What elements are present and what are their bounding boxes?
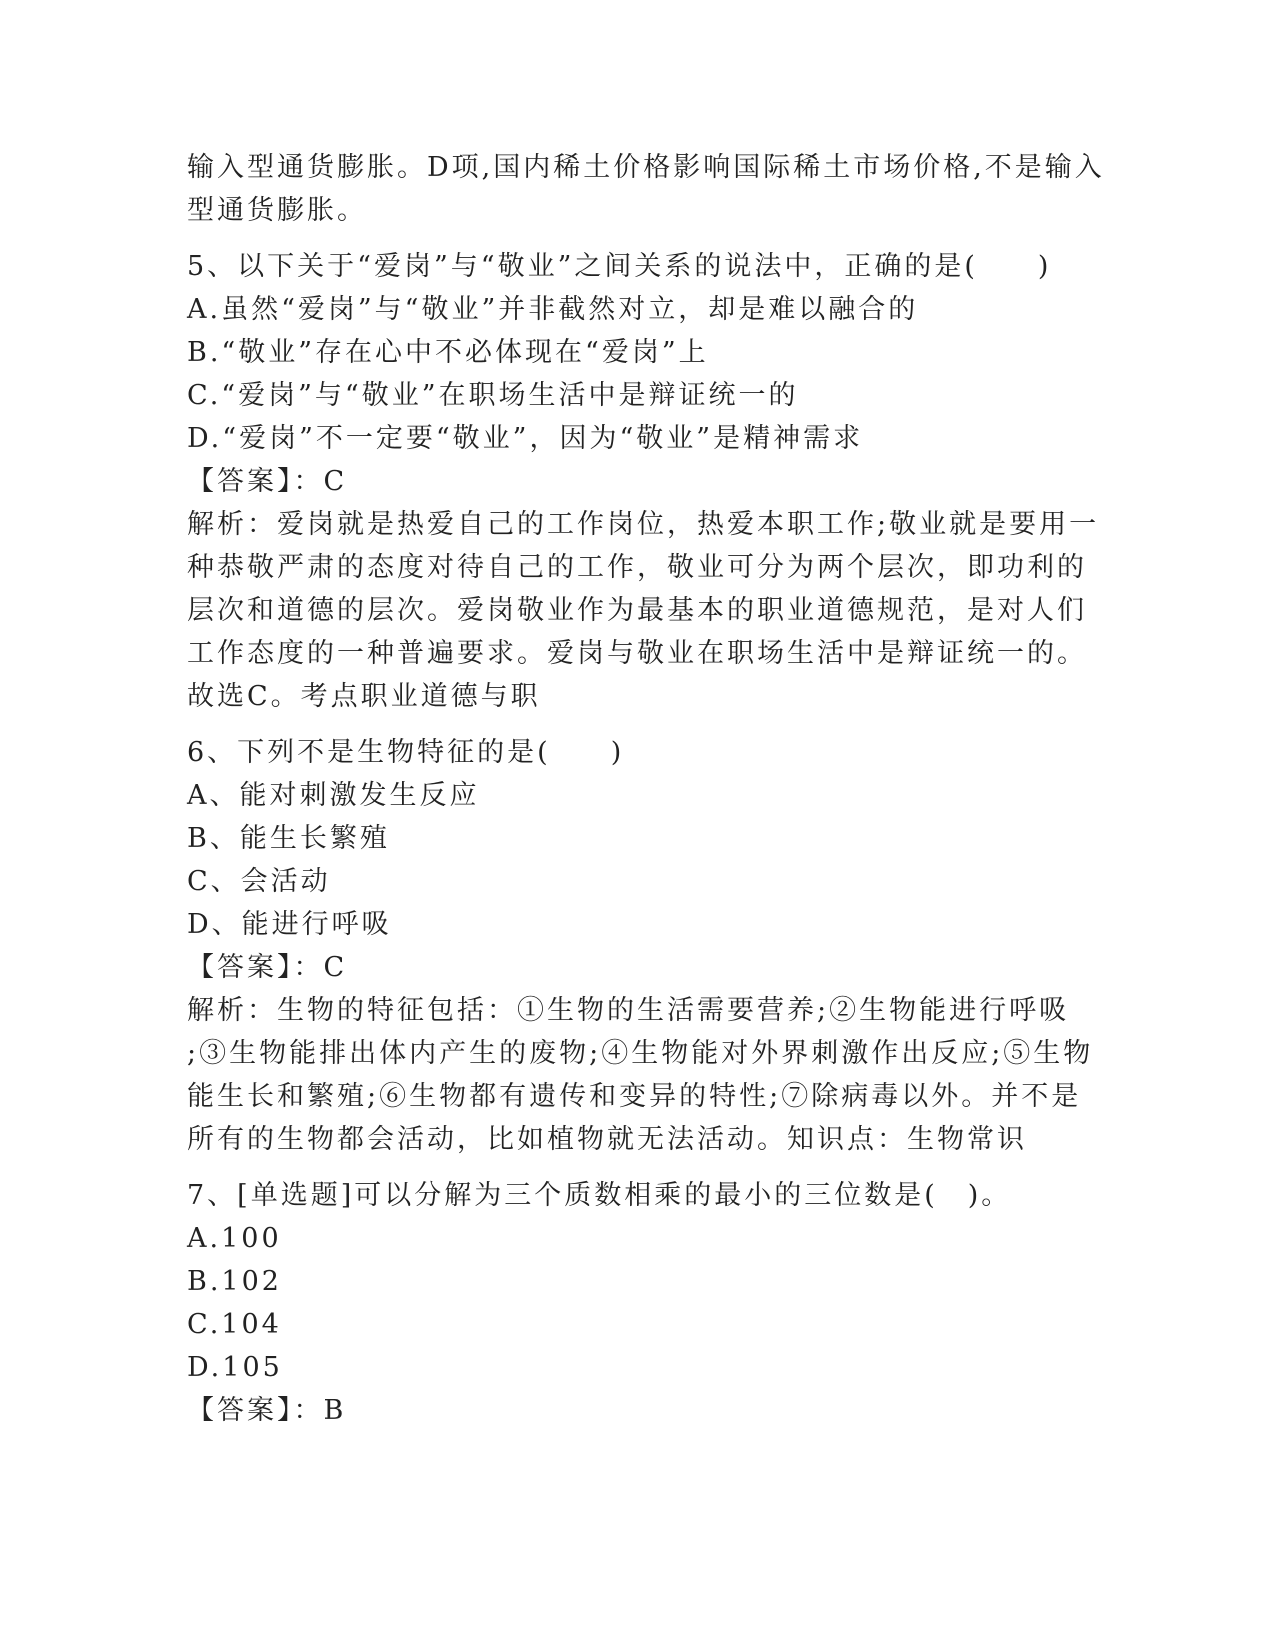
question-6-option-c: C、会活动 (187, 866, 331, 897)
question-6-analysis-line: 所有的生物都会活动，比如植物就无法活动。知识点：生物常识 (187, 1124, 1027, 1155)
question-5-answer: 【答案】：C (187, 466, 348, 497)
question-6-option-d: D、能进行呼吸 (187, 909, 392, 940)
question-5-option-b: B.“敬业”存在心中不必体现在“爱岗”上 (187, 337, 709, 368)
text-line: 输入型通货膨胀。D项,国内稀土价格影响国际稀土市场价格,不是输入 (187, 152, 1105, 183)
question-5-analysis-line: 层次和道德的层次。爱岗敬业作为最基本的职业道德规范，是对人们 (187, 595, 1087, 626)
question-5-option-d: D.“爱岗”不一定要“敬业”，因为“敬业”是精神需求 (187, 423, 864, 454)
question-7-option-c: C.104 (187, 1309, 282, 1340)
question-6-answer: 【答案】：C (187, 952, 348, 983)
question-6-stem: 6、下列不是生物特征的是( ) (187, 737, 625, 768)
question-6-option-a: A、能对刺激发生反应 (187, 780, 480, 811)
question-6-option-b: B、能生长繁殖 (187, 823, 390, 854)
question-6-analysis-line: 能生长和繁殖;⑥生物都有遗传和变异的特性;⑦除病毒以外。并不是 (187, 1081, 1082, 1112)
text-line: 型通货膨胀。 (187, 195, 367, 226)
question-5-option-c: C.“爱岗”与“敬业”在职场生活中是辩证统一的 (187, 380, 799, 411)
question-6-analysis-line: ;③生物能排出体内产生的废物;④生物能对外界刺激作出反应;⑤生物 (187, 1038, 1094, 1069)
carryover-explanation (187, 146, 1105, 232)
question-6 (187, 731, 1094, 1161)
question-7-option-a: A.100 (187, 1223, 282, 1254)
question-7-option-d: D.105 (187, 1352, 283, 1383)
question-5-option-a: A.虽然“爱岗”与“敬业”并非截然对立，却是难以融合的 (187, 294, 919, 325)
question-5-analysis-line: 故选C。考点职业道德与职 (187, 681, 541, 712)
question-7 (187, 1174, 1087, 1432)
document-body (187, 146, 1105, 1432)
question-5-stem: 5、以下关于“爱岗”与“敬业”之间关系的说法中，正确的是( ) (187, 251, 1052, 282)
question-5-analysis-line: 种恭敬严肃的态度对待自己的工作，敬业可分为两个层次，即功利的 (187, 552, 1087, 583)
question-6-analysis-line: 解析：生物的特征包括：①生物的生活需要营养;②生物能进行呼吸 (187, 995, 1070, 1026)
question-5-analysis-line: 解析：爱岗就是热爱自己的工作岗位，热爱本职工作;敬业就是要用一 (187, 509, 1100, 540)
question-5 (187, 245, 1100, 718)
question-5-analysis-line: 工作态度的一种普遍要求。爱岗与敬业在职场生活中是辩证统一的。 (187, 638, 1087, 669)
question-7-answer: 【答案】：B (187, 1395, 347, 1426)
question-7-option-b: B.102 (187, 1266, 282, 1297)
question-7-stem: 7、[单选题]可以分解为三个质数相乘的最小的三位数是( )。 (187, 1180, 1012, 1211)
